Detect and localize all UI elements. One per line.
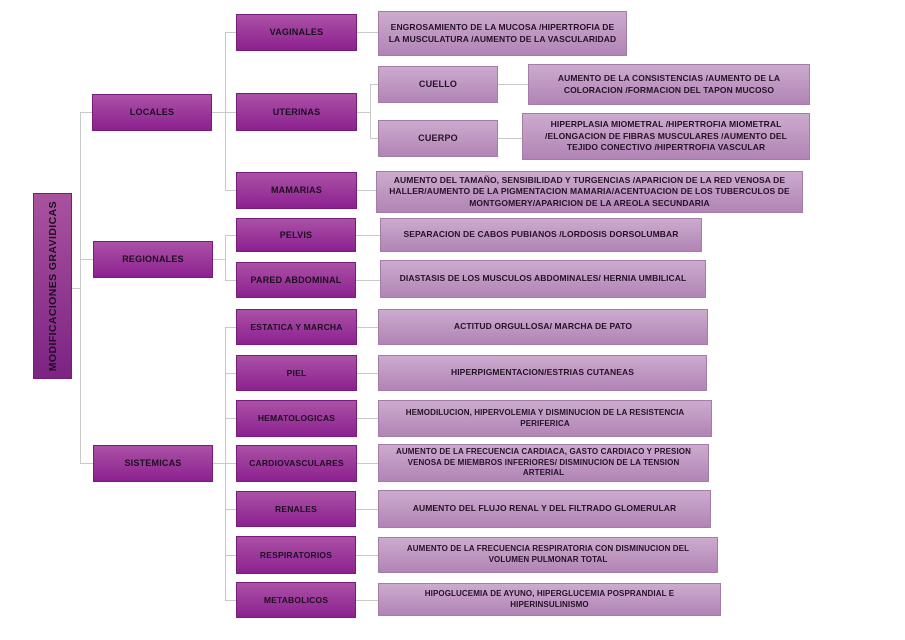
connector-piel-desc [356, 373, 378, 374]
connector-branch-locales [80, 112, 92, 113]
node-mamarias-label: MAMARIAS [270, 185, 323, 196]
desc-renales [378, 490, 711, 528]
desc-vaginales-text: ENGROSAMIENTO DE LA MUCOSA /HIPERTROFIA DE LA MUSCULATURA /AUMENTO DE LA VASCULARIDAD [388, 22, 617, 44]
node-hematologicas [236, 400, 357, 437]
connector-branch-respiratorios [225, 555, 236, 556]
node-cuerpo-label: CUERPO [418, 133, 458, 144]
connector-locales-out [212, 112, 236, 113]
desc-pelvis [380, 218, 702, 252]
desc-cuello [528, 64, 810, 105]
connector-branch-hematologicas [225, 418, 236, 419]
connector-pelvis-desc [356, 235, 380, 236]
desc-metabolicos [378, 583, 721, 616]
connector-branch-metabolicos [225, 600, 236, 601]
connector-branch-sistemicas [80, 463, 93, 464]
node-cuello [378, 66, 498, 103]
node-vaginales [236, 14, 357, 51]
desc-pared-abdominal [380, 260, 706, 298]
desc-estatica-y-marcha [378, 309, 708, 345]
desc-hematologicas [378, 400, 712, 437]
node-estatica-y-marcha-label: ESTATICA Y MARCHA [250, 321, 343, 332]
root-node-modificaciones-gravidicas [33, 193, 72, 379]
node-pelvis-label: PELVIS [279, 229, 313, 240]
desc-respiratorios-text: AUMENTO DE LA FRECUENCIA RESPIRATORIA CON DISMINUCION DEL VOLUMEN PULMONAR TOTAL [406, 544, 690, 564]
desc-cardiovasculares [378, 444, 709, 482]
connector-branch-cardiovasculares [225, 463, 236, 464]
connector-pared-desc [356, 280, 380, 281]
connector-metabolicos-desc [356, 600, 378, 601]
connector-cuerpo-desc [498, 138, 522, 139]
desc-cuerpo [522, 113, 810, 160]
node-locales [92, 94, 212, 131]
desc-piel-text: HIPERPIGMENTACION/ESTRIAS CUTANEAS [450, 367, 634, 378]
root-node-label: MODIFICACIONES GRAVIDICAS [46, 200, 59, 372]
connector-branch-regionales [80, 259, 93, 260]
connector-branch-cuerpo [370, 138, 378, 139]
node-piel [236, 355, 357, 391]
desc-metabolicos-text: HIPOGLUCEMIA DE AYUNO, HIPERGLUCEMIA POSPRANDIAL E HIPERINSULINISMO [424, 588, 675, 609]
node-cardiovasculares [236, 445, 357, 482]
desc-respiratorios [378, 537, 718, 573]
node-uterinas [236, 93, 357, 131]
desc-piel [378, 355, 707, 391]
node-pelvis [236, 218, 356, 252]
node-mamarias [236, 172, 357, 209]
node-pared-abdominal [236, 262, 356, 298]
connector-cuello-desc [498, 84, 528, 85]
connector-hematologicas-desc [356, 418, 378, 419]
desc-cardiovasculares-text: AUMENTO DE LA FRECUENCIA CARDIACA, GASTO CARDIACO Y PRESION VENOSA DE MIEMBROS INFERIORES/ DISMINUCION DE LA TENSION ARTERIAL [396, 446, 691, 478]
node-uterinas-label: UTERINAS [272, 106, 321, 117]
node-locales-label: LOCALES [129, 107, 175, 118]
connector-respiratorios-desc [356, 555, 378, 556]
connector-main-trunk [80, 112, 81, 464]
node-metabolicos-label: METABOLICOS [263, 594, 329, 605]
node-vaginales-label: VAGINALES [269, 27, 324, 38]
node-pared-abdominal-label: PARED ABDOMINAL [250, 274, 342, 285]
connector-branch-cuello [370, 84, 378, 85]
node-regionales-label: REGIONALES [122, 254, 184, 265]
node-respiratorios [236, 536, 356, 574]
connector-branch-estatica [225, 327, 236, 328]
desc-renales-text: AUMENTO DEL FLUJO RENAL Y DEL FILTRADO GLOMERULAR [412, 503, 677, 514]
desc-pelvis-text: SEPARACION DE CABOS PUBIANOS /LORDOSIS DORSOLUMBAR [403, 229, 679, 240]
node-cardiovasculares-label: CARDIOVASCULARES [249, 458, 344, 469]
node-piel-label: PIEL [286, 367, 307, 378]
connector-regionales-out [213, 259, 225, 260]
connector-locales-trunk [225, 32, 226, 190]
connector-branch-pelvis [225, 235, 236, 236]
desc-estatica-y-marcha-text: ACTITUD ORGULLOSA/ MARCHA DE PATO [453, 321, 633, 332]
connector-regionales-trunk [225, 235, 226, 280]
desc-pared-abdominal-text: DIASTASIS DE LOS MUSCULOS ABDOMINALES/ HERNIA UMBILICAL [399, 273, 687, 284]
connector-branch-piel [225, 373, 236, 374]
connector-sistemicas-out [213, 463, 225, 464]
connector-cardiovasculares-desc [356, 463, 378, 464]
connector-uterinas-trunk [370, 84, 371, 138]
node-estatica-y-marcha [236, 309, 357, 345]
node-renales [236, 491, 356, 527]
node-cuello-label: CUELLO [418, 79, 458, 90]
node-respiratorios-label: RESPIRATORIOS [259, 549, 333, 560]
node-hematologicas-label: HEMATOLOGICAS [257, 413, 336, 424]
node-sistemicas [93, 445, 213, 482]
connector-mamarias-desc [357, 190, 376, 191]
desc-vaginales [378, 11, 627, 56]
connector-branch-vaginales [225, 32, 236, 33]
connector-branch-renales [225, 509, 236, 510]
node-metabolicos [236, 582, 356, 618]
node-cuerpo [378, 120, 498, 157]
desc-cuello-text: AUMENTO DE LA CONSISTENCIAS /AUMENTO DE LA COLORACION /FORMACION DEL TAPON MUCOSO [557, 73, 781, 95]
connector-branch-mamarias [225, 190, 236, 191]
node-renales-label: RENALES [274, 503, 318, 514]
connector-branch-pared [225, 280, 236, 281]
connector-uterinas-out [357, 112, 370, 113]
desc-mamarias-text: AUMENTO DEL TAMAÑO, SENSIBILIDAD Y TURGENCIAS /APARICION DE LA RED VENOSA DE HALLER/AUMENTO DE LA PIGMENTACION MAMARIA/ACENTUACION DE LOS TUBERCULOS DE MONTGOMERY/APARICION DE LA AREOLA SECUNDARIA [389, 174, 790, 208]
connector-estatica-desc [356, 327, 378, 328]
connector-vaginales-desc [357, 32, 378, 33]
connector-root-to-trunk [72, 288, 80, 289]
desc-cuerpo-text: HIPERPLASIA MIOMETRAL /HIPERTROFIA MIOMETRAL /ELONGACION DE FIBRAS MUSCULARES /AUMENTO DEL TEJIDO CONECTIVO /HIPERTROFIA VASCULAR [545, 119, 787, 153]
connector-renales-desc [356, 509, 378, 510]
desc-mamarias [376, 171, 803, 213]
desc-hematologicas-text: HEMODILUCION, HIPERVOLEMIA Y DISMINUCION DE LA RESISTENCIA PERIFERICA [405, 407, 685, 428]
node-sistemicas-label: SISTEMICAS [124, 458, 182, 469]
node-regionales [93, 241, 213, 278]
